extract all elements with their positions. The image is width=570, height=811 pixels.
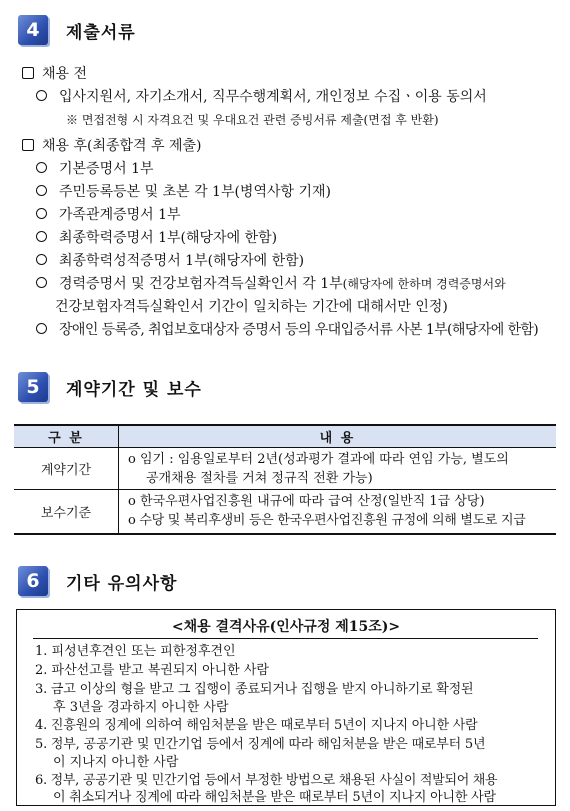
column-header-content: 내 용 [119,425,557,448]
list-item: 기본증명서 1부 [36,159,154,179]
square-bullet-icon [22,67,34,79]
row-content: o 임기 : 임용일로부터 2년(성과평가 결과에 따라 연임 가능, 별도의 공개채용 절차를 거쳐 정규직 전환 가능) [119,448,557,490]
list-item: 입사지원서, 자기소개서, 직무수행계획서, 개인정보 수집ㆍ이용 동의서 [36,87,487,107]
square-bullet-icon [22,139,34,151]
section-title: 계약기간 및 보수 [66,379,202,400]
list-item: 2. 파산선고를 받고 복권되지 아니한 사람 [35,663,269,678]
section-number-badge: 5 [18,372,48,402]
row-label-contract-period: 계약기간 [14,448,119,490]
section-6-header [18,566,177,596]
list-item: 6. 정부, 공공기관 및 민간기업 등에서 부정한 방법으로 채용된 사실이 적발되어 채용 [35,773,498,788]
disqualification-box [16,609,556,806]
list-item: 1. 피성년후견인 또는 피한정후견인 [35,644,236,659]
divider [33,638,538,639]
list-item-continuation: 건강보험자격득실확인서 기간이 일치하는 기간에 대해서만 인정) [55,299,448,315]
section-title: 제출서류 [66,22,136,43]
list-item: 최종학력증명서 1부(해당자에 한함) [36,228,277,248]
list-item: 5. 정부, 공공기관 및 민간기업 등에서 징계에 따라 해임처분을 받은 때로부터 5년 [35,737,486,752]
section-number-badge: 6 [18,566,48,596]
section-4-header [18,15,136,45]
row-label-pay-standard: 보수기준 [14,490,119,534]
row-content: o 한국우편사업진흥원 내규에 따라 급여 산정(일반직 1급 상당) o 수당 및 복리후생비 등은 한국우편사업진흥원 규정에 의해 별도로 지급 [119,490,557,534]
circle-bullet-icon [36,185,47,196]
before-hire-heading [22,64,87,84]
section-title: 기타 유의사항 [66,573,178,594]
before-hire-label: 채용 전 [42,66,88,82]
list-item: 4. 진흥원의 징계에 의하여 해임처분을 받은 때로부터 5년이 지나지 아니한 사람 [35,718,478,733]
list-item: 주민등록등본 및 초본 각 1부(병역사항 기재) [36,182,331,202]
circle-bullet-icon [36,162,47,173]
circle-bullet-icon [36,323,47,334]
section-number-badge: 4 [18,15,48,45]
table-row [14,490,556,534]
list-item: 3. 금고 이상의 형을 받고 그 집행이 종료되거나 집행을 받지 아니하기로 확정된 [35,682,474,697]
list-item-continuation: 이 취소되거나 징계에 따라 해임처분을 받은 때로부터 5년이 지나지 아니한 사람 [53,790,496,805]
section-5-header [18,372,202,402]
list-item: 경력증명서 및 건강보험자격득실확인서 각 1부(해당자에 한하며 경력증명서와 [36,274,506,294]
circle-bullet-icon [36,277,47,288]
list-item: 최종학력성적증명서 1부(해당자에 한함) [36,251,304,271]
table-header-row [14,425,556,448]
after-hire-label: 채용 후(최종합격 후 제출) [42,138,202,154]
circle-bullet-icon [36,254,47,265]
before-hire-note: ※ 면접전형 시 자격요건 및 우대요건 관련 증빙서류 제출(면접 후 반환) [66,113,439,127]
list-item-continuation: 이 지나지 아니한 사람 [53,755,179,770]
contract-table [14,424,556,535]
list-item: 장애인 등록증, 취업보호대상자 증명서 등의 우대입증서류 사본 1부(해당자에 한함) [36,320,538,340]
list-item: 가족관계증명서 1부 [36,205,181,225]
circle-bullet-icon [36,90,47,101]
box-title: <채용 결격사유(인사규정 제15조)> [171,619,401,635]
after-hire-heading [22,136,202,156]
circle-bullet-icon [36,231,47,242]
table-row [14,448,556,490]
column-header-category: 구 분 [14,425,119,448]
circle-bullet-icon [36,208,47,219]
list-item-continuation: 후 3년을 경과하지 아니한 사람 [53,700,229,715]
